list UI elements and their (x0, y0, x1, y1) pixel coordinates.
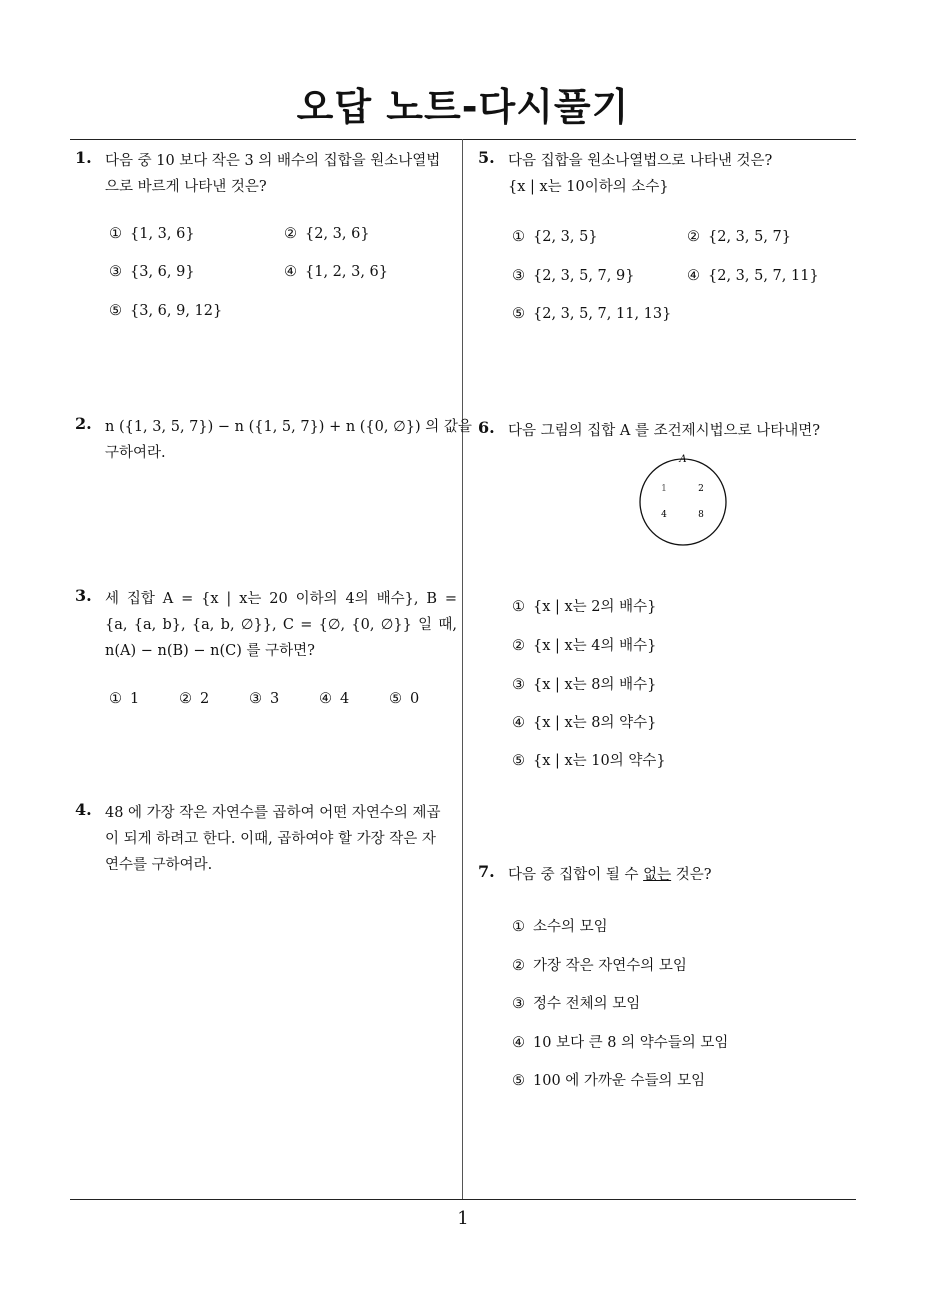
choice-1[interactable] (512, 915, 608, 936)
question-text-part: 것은? (671, 867, 712, 883)
choice-text: 가장 작은 자연수의 모임 (533, 958, 687, 974)
choice-1[interactable] (512, 595, 656, 616)
choice-text: {x | x는 10의 약수} (533, 753, 666, 769)
choice-marker: ① (109, 691, 122, 707)
choice-marker: ② (512, 638, 525, 654)
question-6 (478, 418, 854, 778)
set-element: 4 (661, 510, 667, 520)
choice-4[interactable] (512, 1031, 728, 1052)
set-element: 8 (698, 510, 704, 520)
question-line: 48 에 가장 작은 자연수를 곱하여 어떤 자연수의 제곱 (105, 805, 441, 821)
question-number: 6. (478, 418, 495, 437)
page-title: 오답 노트-다시풀기 (296, 85, 630, 129)
question-number: 7. (478, 862, 495, 881)
question-number: 1. (75, 148, 92, 167)
choice-2[interactable] (284, 226, 370, 242)
set-element: 1 (661, 484, 667, 494)
choice-4[interactable] (284, 264, 388, 280)
question-text (508, 862, 854, 888)
choice-text: {3, 6, 9} (130, 264, 195, 280)
question-text (105, 414, 472, 466)
choice-4[interactable] (687, 268, 819, 284)
question-5 (478, 148, 854, 333)
question-line: 이 되게 하려고 한다. 이때, 곱하여야 할 가장 작은 자 (105, 831, 436, 847)
question-line: 구하여라. (105, 445, 166, 461)
choice-1[interactable] (109, 226, 195, 242)
choice-marker: ④ (284, 264, 297, 280)
question-text (508, 418, 854, 444)
choice-5[interactable] (512, 1069, 705, 1090)
choice-marker: ② (687, 229, 700, 245)
question-2 (75, 414, 472, 474)
choice-marker: ② (179, 691, 192, 707)
choice-text: {x | x는 8의 배수} (533, 677, 657, 693)
question-line: 다음 그림의 집합 A 를 조건제시법으로 나타내면? (508, 423, 821, 439)
choice-text: {x | x는 4의 배수} (533, 638, 657, 654)
question-line: {x | x는 10이하의 소수} (508, 179, 669, 195)
choice-marker: ⑤ (512, 306, 525, 322)
choice-3[interactable] (512, 268, 634, 284)
choice-marker: ④ (512, 1035, 525, 1051)
question-line: n(A) − n(B) − n(C) 를 구하면? (105, 643, 315, 659)
question-text (105, 586, 457, 664)
question-number: 4. (75, 800, 92, 819)
question-number: 3. (75, 586, 92, 605)
question-1 (75, 148, 461, 328)
set-element: 2 (698, 484, 704, 494)
choice-marker: ① (512, 599, 525, 615)
choice-marker: ⑤ (109, 303, 122, 319)
choice-text: 0 (410, 691, 420, 707)
choice-marker: ④ (319, 691, 332, 707)
choice-4[interactable] (319, 691, 349, 707)
choice-text: 1 (130, 691, 140, 707)
question-line: {a, {a, b}, {a, b, ∅}}, C = {∅, {0, ∅}} 일 때, (105, 617, 457, 633)
choice-text: {x | x는 2의 배수} (533, 599, 657, 615)
choice-3[interactable] (109, 264, 195, 280)
choice-text: 3 (270, 691, 280, 707)
question-4 (75, 800, 461, 885)
choice-3[interactable] (512, 992, 640, 1013)
question-line (508, 862, 854, 888)
choice-text: {2, 3, 5, 7, 11} (708, 268, 819, 284)
choice-marker: ① (512, 919, 525, 935)
question-text (105, 800, 457, 878)
choice-marker: ⑤ (389, 691, 402, 707)
choice-marker: ④ (687, 268, 700, 284)
question-text (105, 148, 457, 200)
choice-2[interactable] (512, 954, 687, 975)
choice-5[interactable] (512, 306, 671, 322)
question-line: 다음 중 10 보다 작은 3 의 배수의 집합을 원소나열법 (105, 153, 441, 169)
choice-marker: ① (109, 226, 122, 242)
set-label: A (679, 454, 687, 465)
choice-marker: ② (512, 958, 525, 974)
choice-text: {1, 2, 3, 6} (305, 264, 389, 280)
question-text-part: 다음 중 집합이 될 수 (508, 867, 644, 883)
choice-marker: ⑤ (512, 1073, 525, 1089)
question-line: 연수를 구하여라. (105, 857, 213, 873)
question-number: 5. (478, 148, 495, 167)
choice-marker: ② (284, 226, 297, 242)
choice-text: {2, 3, 5, 7, 11, 13} (533, 306, 672, 322)
choice-marker: ③ (109, 264, 122, 280)
question-7 (478, 862, 854, 1092)
choice-2[interactable] (179, 691, 209, 707)
choice-text: {2, 3, 5, 7, 9} (533, 268, 635, 284)
choice-text: 100 에 가까운 수들의 모임 (533, 1073, 706, 1089)
choice-marker: ③ (512, 677, 525, 693)
choice-5[interactable] (512, 749, 666, 770)
choice-3[interactable] (249, 691, 279, 707)
venn-diagram (628, 450, 738, 550)
choice-text: 정수 전체의 모임 (533, 996, 641, 1012)
choice-text: {3, 6, 9, 12} (130, 303, 223, 319)
page-number: 1 (457, 1208, 469, 1229)
choice-marker: ③ (512, 996, 525, 1012)
question-line: 세 집합 A = {x | x는 20 이하의 4의 배수}, B = (105, 591, 457, 607)
choice-1[interactable] (512, 229, 598, 245)
underlined-word: 없는 (643, 867, 672, 883)
choice-2[interactable] (687, 229, 791, 245)
choice-marker: ① (512, 229, 525, 245)
set-circle (640, 459, 726, 545)
choice-marker: ④ (512, 715, 525, 731)
choice-3[interactable] (512, 673, 656, 694)
choice-5[interactable] (389, 691, 419, 707)
choice-marker: ⑤ (512, 753, 525, 769)
choice-text: 2 (200, 691, 210, 707)
choice-marker: ③ (512, 268, 525, 284)
choice-2[interactable] (512, 634, 656, 655)
choice-text: {x | x는 8의 약수} (533, 715, 657, 731)
question-line: 다음 집합을 원소나열법으로 나타낸 것은? (508, 153, 773, 169)
question-line: 으로 바르게 나타낸 것은? (105, 179, 267, 195)
question-number: 2. (75, 414, 92, 433)
choice-text: {1, 3, 6} (130, 226, 195, 242)
choice-text: 10 보다 큰 8 의 약수들의 모임 (533, 1035, 729, 1051)
choice-1[interactable] (109, 691, 139, 707)
choice-text: 소수의 모임 (533, 919, 608, 935)
choice-text: 4 (340, 691, 350, 707)
choice-text: {2, 3, 5} (533, 229, 598, 245)
header-rule (70, 139, 856, 140)
question-3 (75, 586, 461, 716)
choice-text: {2, 3, 6} (305, 226, 370, 242)
choice-4[interactable] (512, 711, 656, 732)
choice-text: {2, 3, 5, 7} (708, 229, 792, 245)
question-text (508, 148, 854, 200)
choice-5[interactable] (109, 303, 222, 319)
question-line: n ({1, 3, 5, 7}) − n ({1, 5, 7}) + n ({0, ∅}) 의 값을 (105, 419, 472, 435)
column-divider (462, 139, 463, 1199)
choice-marker: ③ (249, 691, 262, 707)
footer-rule (70, 1199, 856, 1200)
